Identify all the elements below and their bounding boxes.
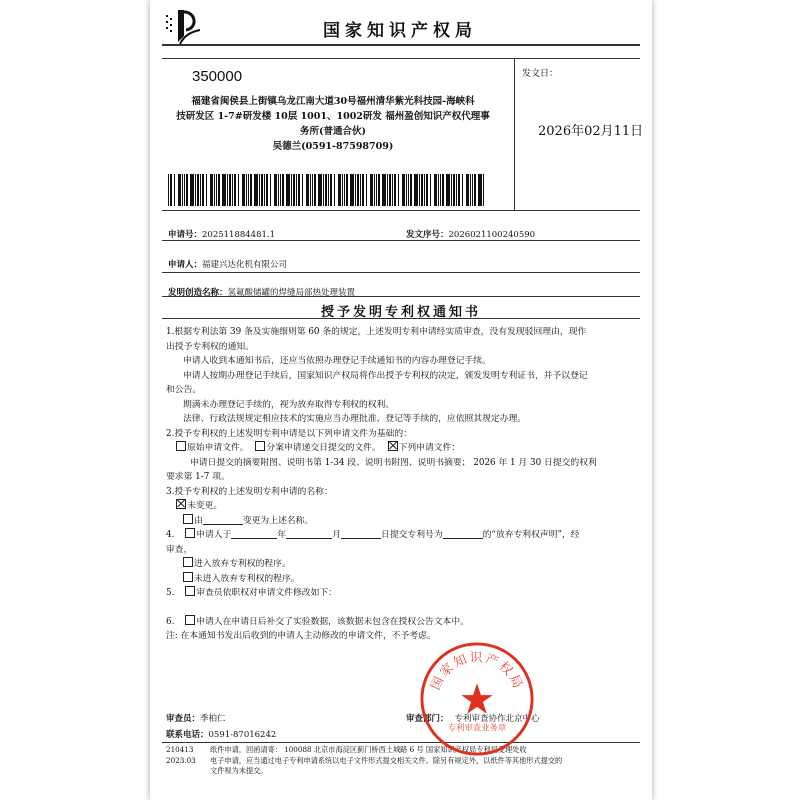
para-1b-cont: 和公告。 xyxy=(166,385,202,395)
para-4-text: 年 xyxy=(277,530,287,540)
para-1a: 申请人收到本通知书后，还应当依照办理登记手续通知书的内容办理登记手续。 xyxy=(183,356,491,366)
para-3-opt2 xyxy=(166,514,640,529)
phone-number: 0591-87016242 xyxy=(208,730,277,740)
para-1c: 期满未办理登记手续的，视为放弃取得专利权的权利。 xyxy=(183,399,395,410)
footer-codes xyxy=(166,745,204,766)
examiner-amendment-checkbox[interactable] xyxy=(185,586,195,596)
para-6 xyxy=(166,615,640,630)
original-docs-checkbox[interactable] xyxy=(176,441,186,451)
application-number-row xyxy=(168,222,275,241)
org-title: 国家知识产权局 xyxy=(323,21,477,41)
serial-number: 2026021100240590 xyxy=(448,230,536,240)
name-changed-checkbox[interactable] xyxy=(183,514,193,524)
notice-document xyxy=(150,0,652,800)
invention-row xyxy=(168,280,355,299)
address-line: 吴德兰(0591-87598709) xyxy=(272,141,394,152)
para-4-text: 申请人于 xyxy=(196,530,232,540)
option-label: 未进入放弃专利权的程序。 xyxy=(194,573,300,584)
not-enter-waiver-checkbox[interactable] xyxy=(183,572,193,582)
phone-label: 联系电话： xyxy=(166,730,209,740)
para-2: 2.授予专利权的上述发明专利申请是以下列申请文件为基础的： xyxy=(166,428,412,439)
para-6-text: 申请人在申请日后补交了实验数据，该数据未包含在授权公告文本中。 xyxy=(196,616,469,627)
waiver-checkbox[interactable] xyxy=(185,528,195,538)
para-1d: 法律、行政法规规定相应技术的实施应当办理批准、登记等手续的，应依照其规定办理。 xyxy=(183,414,527,424)
name-unchanged-checkbox[interactable] xyxy=(176,499,186,509)
para-3: 3.授予专利权的上述发明专利申请的名称： xyxy=(166,486,333,497)
footer-line: 电子申请，应当通过电子专利申请系统以电子文件形式提交相关文件。除另有规定外，以纸件等其他形式提交的 xyxy=(210,755,563,765)
following-docs-checkbox[interactable] xyxy=(388,441,398,451)
examiner-label: 审查员： xyxy=(166,714,201,724)
postal-code: 350000 xyxy=(192,68,243,85)
dispatch-date-label: 发文日： xyxy=(522,69,559,79)
para-3-opt1 xyxy=(166,499,640,514)
official-seal xyxy=(418,640,536,758)
address-line: 福建省闽侯县上街镇乌龙江南大道30号福州清华紫光科技园-海峡科 xyxy=(191,96,475,107)
notice-body xyxy=(166,325,640,644)
applicant-label: 申请人： xyxy=(168,260,203,270)
para-1b: 申请人按期办理登记手续后，国家知识产权局将作出授予专利权的决定，颁发发明专利证书，并予以登记 xyxy=(183,370,588,381)
option-label: 变更为上述名称。 xyxy=(242,515,314,526)
para-5-num: 5. xyxy=(166,588,175,598)
para-2-options xyxy=(166,441,640,456)
recipient-address xyxy=(168,94,498,154)
application-number: 202511884481.1 xyxy=(202,230,276,240)
app-no-label: 申请号： xyxy=(168,230,203,240)
para-1-line: 出授予专利权的通知。 xyxy=(166,341,254,352)
para-4-opt1 xyxy=(166,557,640,572)
barcode xyxy=(168,174,484,206)
para-4-num: 4. xyxy=(166,530,175,540)
para-4-review: 审查， xyxy=(166,544,193,555)
dispatch-date: 2026年02月11日 xyxy=(538,124,644,139)
seal-top-text: 国家知识产权局 xyxy=(428,650,526,693)
invention-title: 氢氟酸储罐的焊缝局部热处理装置 xyxy=(227,288,356,298)
address-line: 技研发区 1-7#研发楼 10层 1001、1002研发 福州盈创知识产权代理事 xyxy=(176,111,490,122)
divisional-docs-checkbox[interactable] xyxy=(255,441,265,451)
para-5-text: 审查员依职权对申请文件修改如下： xyxy=(196,588,337,598)
para-4-text: 的“放弃专利权声明”，经 xyxy=(482,530,580,540)
department-name: 专利审查协作北京中心 xyxy=(454,714,540,724)
applicant-name: 福建兴达化机有限公司 xyxy=(202,260,288,270)
address-line: 务所(普通合伙) xyxy=(300,126,366,137)
para-4-text: 日提交专利号为 xyxy=(381,530,443,540)
para-4-text: 月 xyxy=(332,530,342,540)
invention-label: 发明创造名称： xyxy=(168,288,228,298)
para-2-detail-cont: 要求第 1-7 项。 xyxy=(166,472,230,482)
para-2-detail: 申请日提交的摘要附图、说明书第 1-34 段、说明书附图、说明书摘要； 2026 年 1 月 30 日提交的权利 xyxy=(190,457,597,468)
applicant-row xyxy=(168,252,287,271)
form-version: 2023.03 xyxy=(166,755,196,765)
option-label: 下列申请文件： xyxy=(398,443,461,453)
option-label: 原始申请文件。 xyxy=(187,443,249,453)
cnipa-logo xyxy=(162,6,206,46)
notice-title: 授予发明专利权通知书 xyxy=(320,305,481,320)
option-label: 分案申请递交日提交的文件。 xyxy=(266,443,381,453)
examiner-name: 季柏仁 xyxy=(200,714,226,724)
serial-row xyxy=(406,222,535,241)
dept-label: 审查部门： xyxy=(406,714,449,724)
form-code: 210413 xyxy=(166,745,194,754)
para-4 xyxy=(166,528,640,543)
para-6-num: 6. xyxy=(166,616,175,627)
enter-waiver-checkbox[interactable] xyxy=(183,557,193,567)
phone-row xyxy=(166,728,276,740)
footer-line: 文件视为未提交。 xyxy=(210,766,268,775)
para-5 xyxy=(166,586,640,601)
option-label: 进入放弃专利权的程序。 xyxy=(194,559,291,569)
seal-bottom-text: 专利审查业务章 xyxy=(447,722,507,733)
para-4-opt2 xyxy=(166,572,640,587)
experimental-data-checkbox[interactable] xyxy=(185,615,195,625)
option-label: 由 xyxy=(194,515,203,526)
footer-line: 纸件申请，回函请寄： 100088 北京市海淀区蓟门桥西土城路 6 号 国家知识产权局专利局受理处收 xyxy=(210,745,527,754)
option-label: 未变更。 xyxy=(187,501,223,511)
examiner-row xyxy=(166,712,226,724)
serial-label: 发文序号： xyxy=(406,230,449,240)
para-1-line: 1.根据专利法第 39 条及实施细则第 60 条的规定，上述发明专利申请经实质审查，没有发现驳回理由，现作 xyxy=(166,327,587,337)
note: 注: 在本通知书发出后收到的申请人主动修改的申请文件，不予考虑。 xyxy=(166,631,436,641)
